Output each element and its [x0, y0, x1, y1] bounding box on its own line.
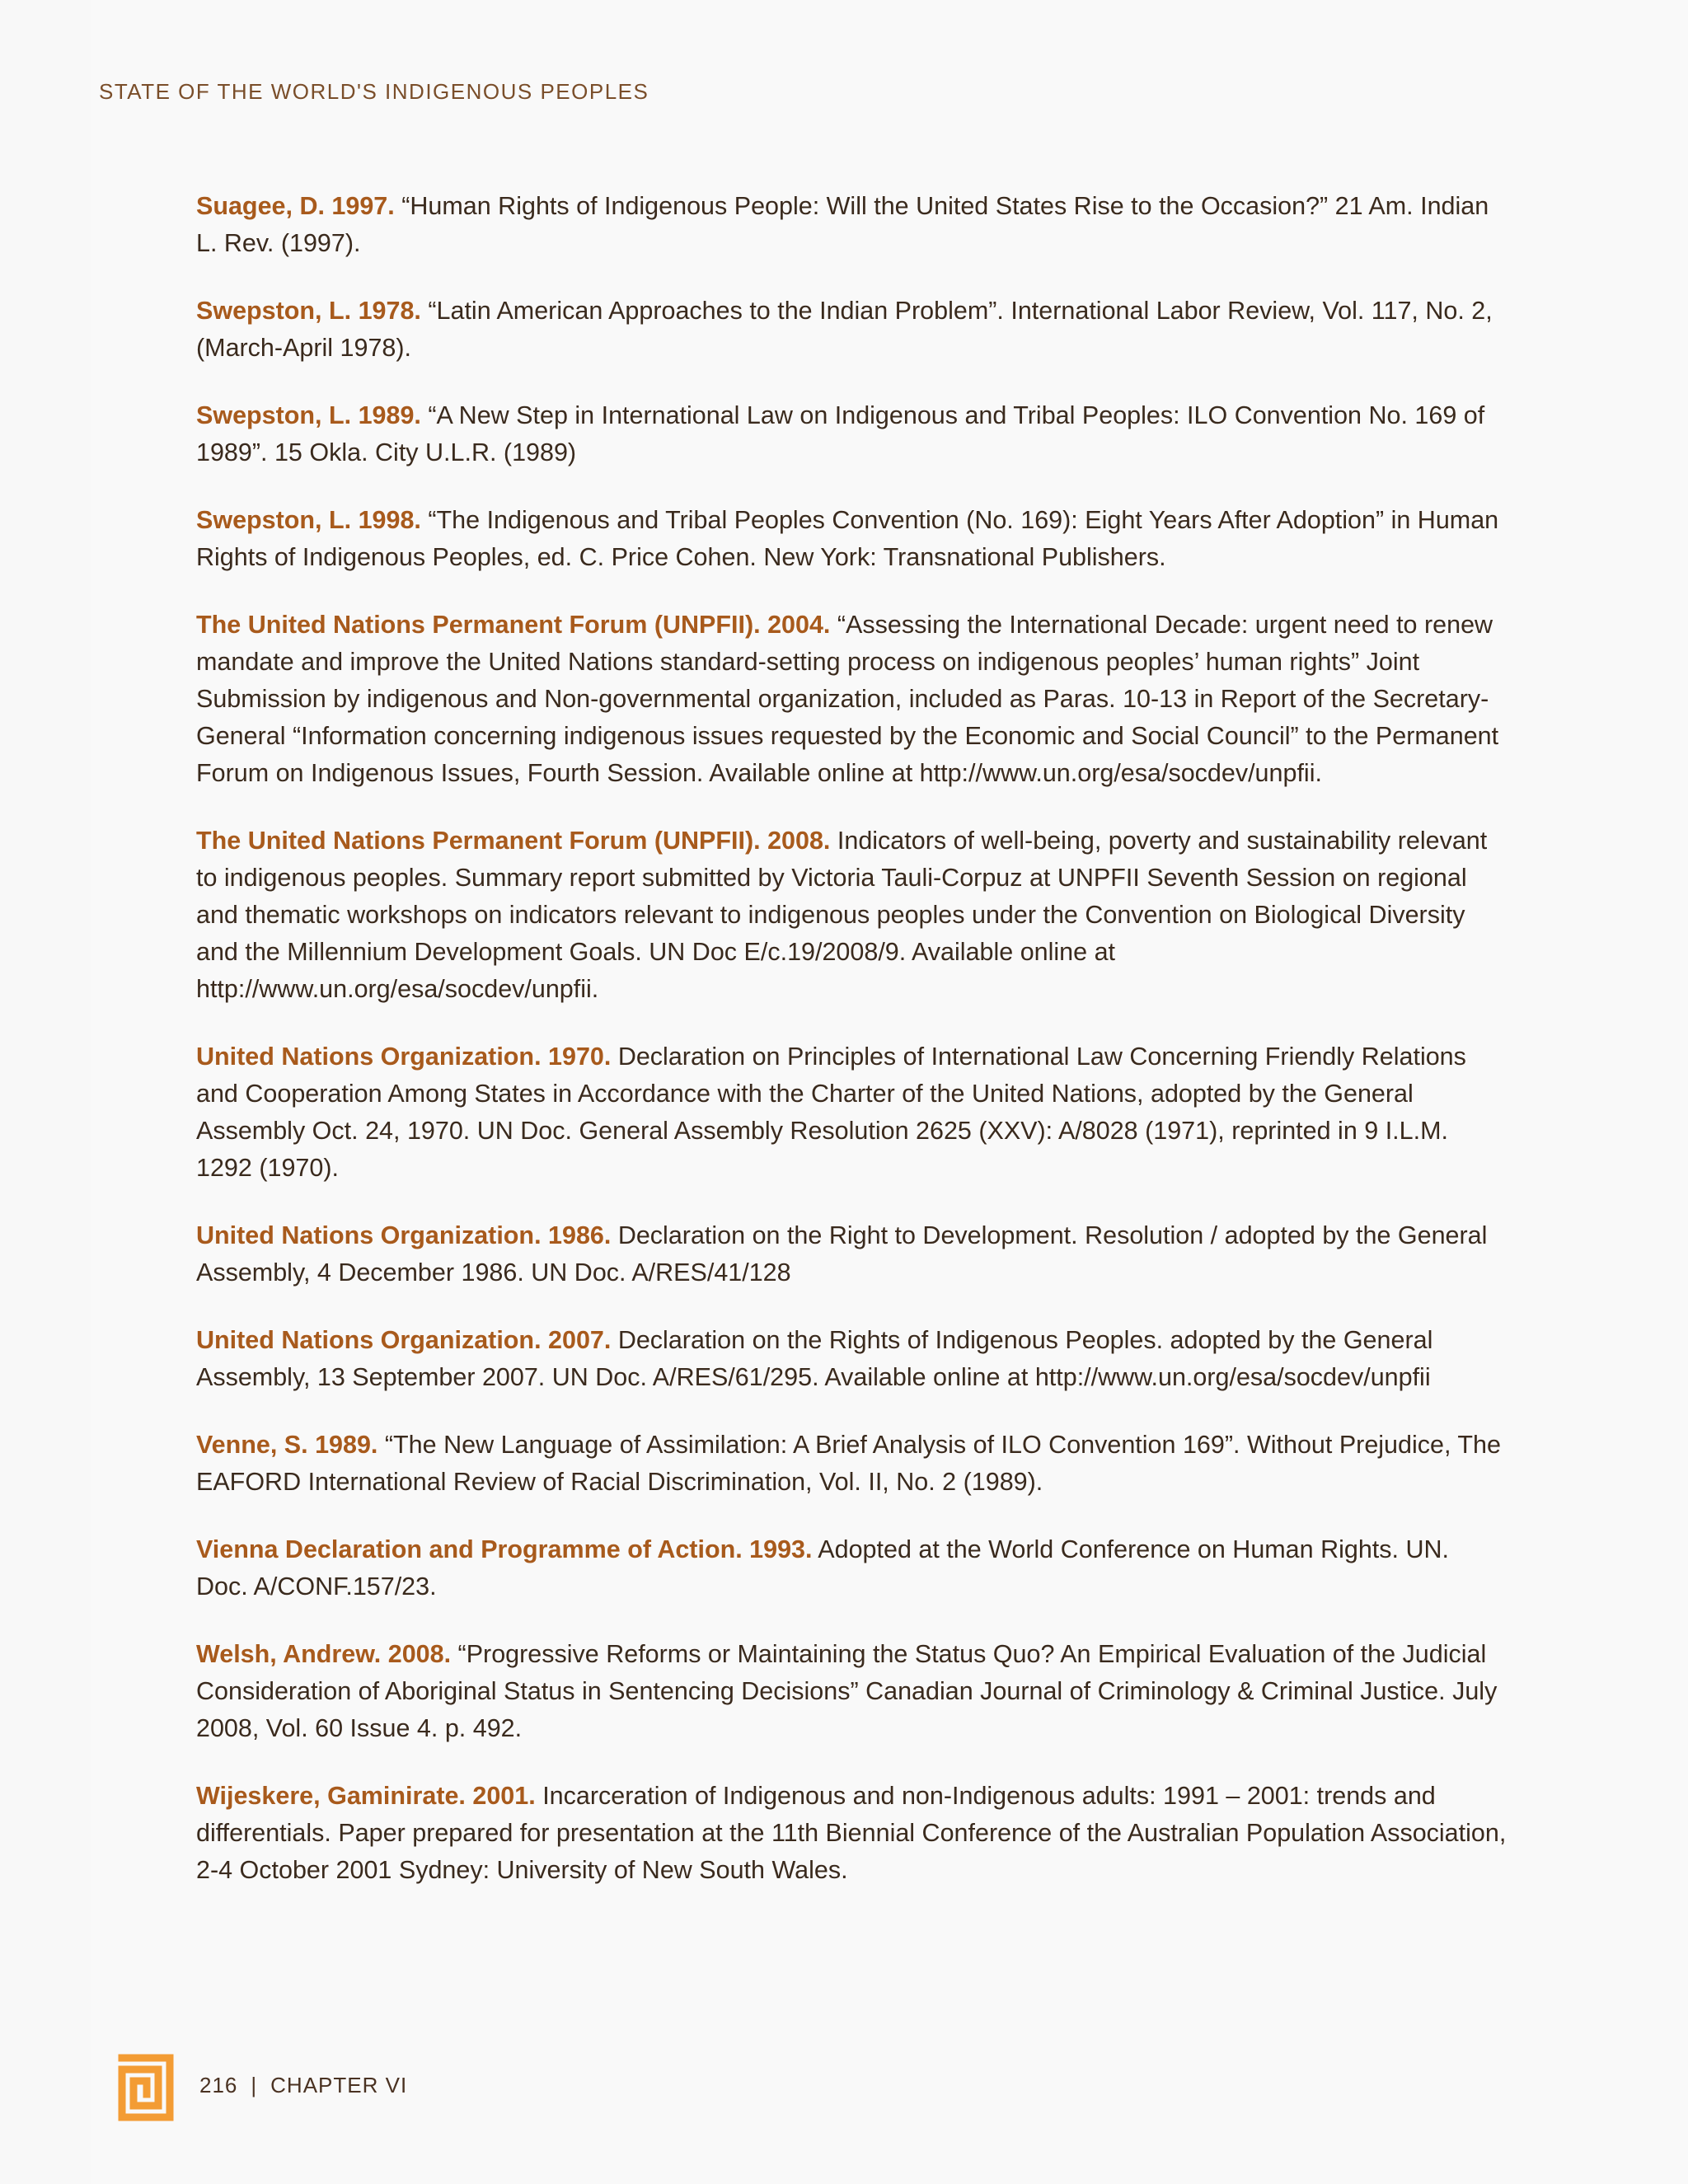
reference-text: Incarceration of Indigenous and non-Indigenous adults: 1991 – 2001: trends and differentials. Paper prepared for presentation at the 11th Biennial Conference of the Australian Population Association, 2-4 October 2001 Sydney: University of New South Wales. [196, 1782, 1507, 1884]
footer-separator: | [251, 2072, 258, 2097]
reference-entry [196, 188, 1507, 262]
reference-text: “Human Rights of Indigenous People: Will the United States Rise to the Occasion?” 21 Am. Indian L. Rev. (1997). [196, 192, 1489, 257]
reference-author: Welsh, Andrew. 2008. [196, 1640, 452, 1668]
reference-entry [196, 397, 1507, 471]
reference-text: Declaration on Principles of International Law Concerning Friendly Relations and Cooperation Among States in Accordance with the Charter of the United Nations, adopted by the General Assembly Oct. 24, 1970. UN Doc. General Assembly Resolution 2625 (XXV): A/8028 (1971), reprinted in 9 I.L.M. 1292 (1970). [196, 1043, 1466, 1182]
reference-author: United Nations Organization. 2007. [196, 1326, 612, 1354]
reference-author: The United Nations Permanent Forum (UNPFII). 2008. [196, 827, 831, 855]
reference-author: The United Nations Permanent Forum (UNPFII). 2004. [196, 611, 831, 639]
reference-text: “Latin American Approaches to the Indian Problem”. International Labor Review, Vol. 117, No. 2, (March-April 1978). [196, 297, 1493, 362]
reference-entry [196, 607, 1507, 792]
reference-text: Adopted at the World Conference on Human Rights. UN. Doc. A/CONF.157/23. [196, 1535, 1450, 1601]
reference-text: “A New Step in International Law on Indigenous and Tribal Peoples: ILO Convention No. 169 of 1989”. 15 Okla. City U.L.R. (1989) [196, 401, 1485, 466]
reference-author: Swepston, L. 1978. [196, 297, 421, 325]
reference-text: Declaration on the Rights of Indigenous Peoples. adopted by the General Assembly, 13 September 2007. UN Doc. A/RES/61/295. Available online at http://www.un.org/esa/socdev/unpfii [196, 1326, 1433, 1391]
reference-entry [196, 1427, 1507, 1501]
footer-text [199, 2073, 407, 2098]
page-number: 216 [199, 2072, 238, 2097]
reference-author: Vienna Declaration and Programme of Action. 1993. [196, 1535, 813, 1563]
running-header: STATE OF THE WORLD'S INDIGENOUS PEOPLES [99, 79, 649, 104]
chapter-label: CHAPTER VI [270, 2072, 408, 2097]
reference-author: Swepston, L. 1998. [196, 506, 421, 534]
page-margin [0, 0, 91, 2184]
reference-text: “The New Language of Assimilation: A Brief Analysis of ILO Convention 169”. Without Prejudice, The EAFORD International Review of Racial Discrimination, Vol. II, No. 2 (1989). [196, 1431, 1501, 1496]
reference-entry [196, 1322, 1507, 1396]
reference-author: United Nations Organization. 1986. [196, 1221, 612, 1249]
reference-text: “Assessing the International Decade: urgent need to renew mandate and improve the United Nations standard-setting process on indigenous peoples’ human rights” Joint Submission by indigenous and Non-governmental organization, included as Paras. 10-13 in Report of the Secretary-General “Information concerning indigenous issues requested by the Economic and Social Council” to the Permanent Forum on Indigenous Issues, Fourth Session. Available online at http://www.un.org/esa/socdev/unpfii. [196, 611, 1499, 787]
reference-text: Indicators of well-being, poverty and sustainability relevant to indigenous peoples. Summary report submitted by Victoria Tauli-Corpuz at UNPFII Seventh Session on regional and thematic workshops on indicators relevant to indigenous peoples under the Convention on Biological Diversity and the Millennium Development Goals. UN Doc E/c.19/2008/9. Available online at http://www.un.org/esa/socdev/unpfii. [196, 827, 1488, 1003]
reference-author: Venne, S. 1989. [196, 1431, 378, 1459]
reference-entry [196, 1038, 1507, 1187]
page-footer [117, 2050, 407, 2125]
reference-entry [196, 1778, 1507, 1889]
spiral-logo-icon [117, 2053, 175, 2122]
reference-entry [196, 1531, 1507, 1605]
reference-entry [196, 293, 1507, 367]
reference-author: Suagee, D. 1997. [196, 192, 395, 220]
reference-text: “Progressive Reforms or Maintaining the Status Quo? An Empirical Evaluation of the Judicial Consideration of Aboriginal Status in Sentencing Decisions” Canadian Journal of Criminology & Criminal Justice. July 2008, Vol. 60 Issue 4. p. 492. [196, 1640, 1498, 1742]
reference-list [196, 188, 1507, 1919]
reference-author: Wijeskere, Gaminirate. 2001. [196, 1782, 536, 1810]
reference-entry [196, 823, 1507, 1008]
reference-entry [196, 502, 1507, 576]
reference-text: “The Indigenous and Tribal Peoples Convention (No. 169): Eight Years After Adoption” in Human Rights of Indigenous Peoples, ed. C. Price Cohen. New York: Transnational Publishers. [196, 506, 1499, 571]
reference-author: Swepston, L. 1989. [196, 401, 421, 429]
reference-text: Declaration on the Right to Development. Resolution / adopted by the General Assembly, 4 December 1986. UN Doc. A/RES/41/128 [196, 1221, 1488, 1286]
reference-author: United Nations Organization. 1970. [196, 1043, 612, 1071]
reference-entry [196, 1636, 1507, 1747]
reference-entry [196, 1217, 1507, 1291]
